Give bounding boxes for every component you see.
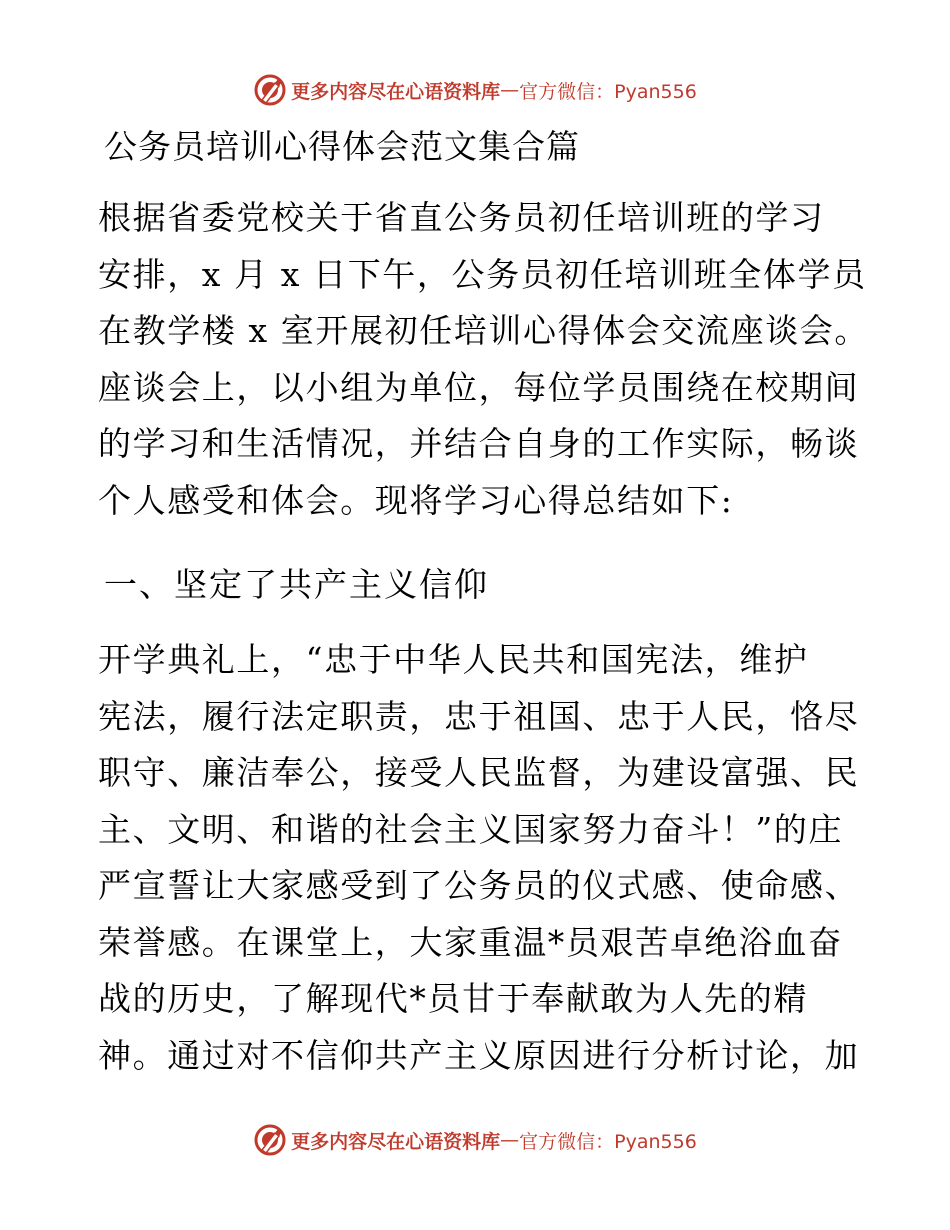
banner-wechat-text: 官方微信：Pyan556	[519, 1130, 697, 1153]
text-line: 战的历史，了解现代*员甘于奉献敢为人先的精	[98, 979, 809, 1018]
paragraph-section-one	[98, 632, 858, 1084]
text-line: 职守、廉洁奉公，接受人民监督，为建设富强、民	[98, 753, 860, 792]
text-line: 严宣誓让大家感受到了公务员的仪式感、使命感、	[98, 866, 860, 905]
text-line: 主、文明、和谐的社会主义国家努力奋斗！”的庄	[98, 809, 844, 849]
text-line: 开学典礼上，“忠于中华人民共和国宪法，维护	[98, 640, 809, 679]
text-line: 安排，x 月 x 日下午，公务员初任培训班全体学员	[98, 254, 867, 294]
text-line: 荣誉感。在课堂上，大家重温*员艰苦卓绝浴血奋	[98, 922, 843, 962]
banner-separator: —	[500, 79, 520, 101]
pen-logo-icon	[253, 73, 287, 107]
banner-site-text: 更多内容尽在心语资料库	[291, 1130, 501, 1153]
text-line: 座谈会上，以小组为单位，每位学员围绕在校期间	[98, 367, 860, 407]
section-heading: 一、坚定了共产主义信仰	[104, 565, 489, 604]
pen-logo-icon	[253, 1123, 287, 1157]
text-line: 在教学楼 x 室开展初任培训心得体会交流座谈会。	[98, 311, 869, 350]
text-line: 的学习和生活情况，并结合自身的工作实际，畅谈	[98, 424, 860, 463]
footer-banner	[0, 1120, 950, 1160]
banner-wechat-text: 官方微信：Pyan556	[519, 80, 697, 103]
banner-separator: —	[500, 1129, 520, 1151]
document-title: 公务员培训心得体会范文集合篇	[104, 127, 580, 166]
text-line: 宪法，履行法定职责，忠于祖国、忠于人民，恪尽	[98, 696, 860, 736]
text-line: 根据省委党校关于省直公务员初任培训班的学习	[98, 198, 825, 237]
banner-site-text: 更多内容尽在心语资料库	[291, 80, 501, 103]
header-banner	[0, 70, 950, 110]
paragraph-intro	[98, 190, 869, 529]
text-line: 神。通过对不信仰共产主义原因进行分析讨论，加	[98, 1035, 860, 1075]
text-line: 个人感受和体会。现将学习心得总结如下:	[98, 480, 734, 520]
